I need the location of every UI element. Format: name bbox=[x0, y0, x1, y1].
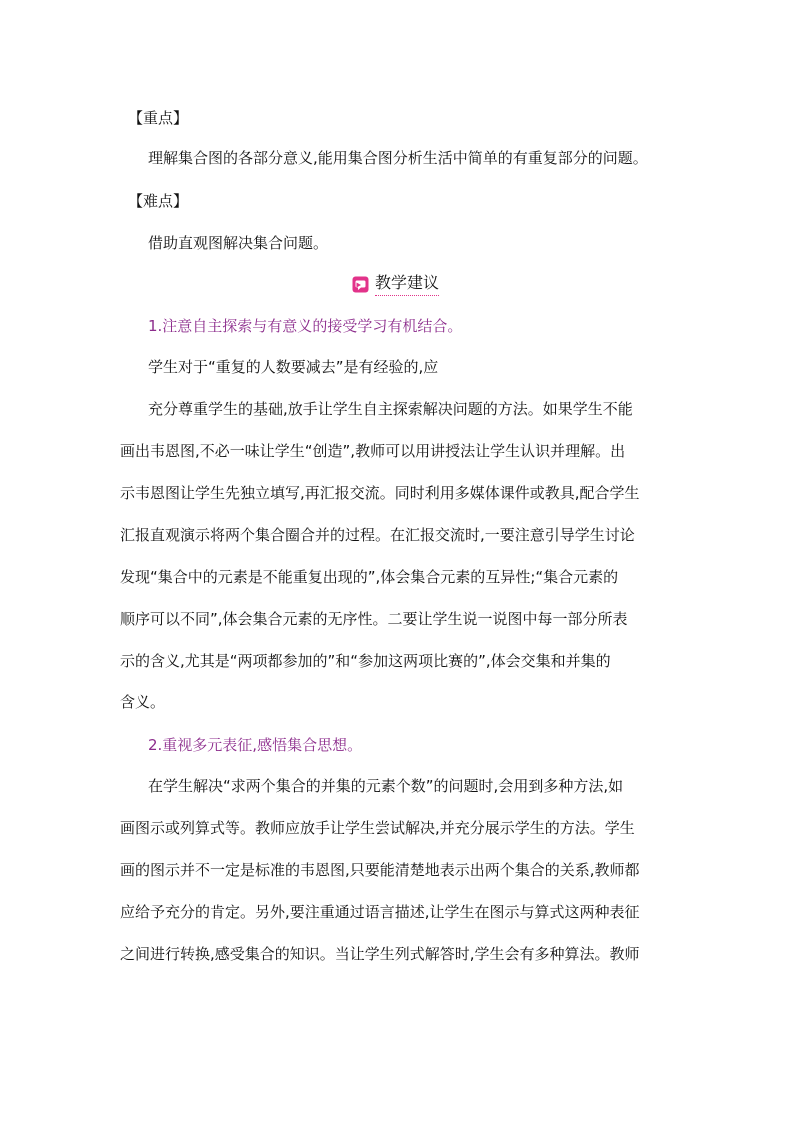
suggestion-1-line: 学生对于“重复的人数要减去”是有经验的,应 bbox=[148, 358, 439, 376]
suggestion-1-line: 充分尊重学生的基础,放手让学生自主探索解决问题的方法。如果学生不能 bbox=[148, 400, 633, 418]
suggestion-1-line: 发现“集合中的元素是不能重复出现的”,体会集合元素的互异性;“集合元素的 bbox=[120, 568, 619, 586]
suggestion-2-line: 之间进行转换,感受集合的知识。当让学生列式解答时,学生会有多种算法。教师 bbox=[120, 945, 640, 963]
suggestion-1-line: 示的含义,尤其是“两项都参加的”和“参加这两项比赛的”,体会交集和并集的 bbox=[120, 652, 611, 670]
suggestion-2-line: 画的图示并不一定是标准的韦恩图,只要能清楚地表示出两个集合的关系,教师都 bbox=[120, 861, 640, 879]
key-point-heading: 【重点】 bbox=[128, 109, 189, 127]
suggestion-1-line: 汇报直观演示将两个集合圈合并的过程。在汇报交流时,一要注意引导学生讨论 bbox=[120, 526, 635, 544]
difficult-point-text: 借助直观图解决集合问题。 bbox=[148, 234, 329, 252]
suggestion-1-title: 1.注意自主探索与有意义的接受学习有机结合。 bbox=[148, 317, 463, 335]
suggestion-2-line: 应给予充分的肯定。另外,要注重通过语言描述,让学生在图示与算式这两种表征 bbox=[120, 903, 640, 921]
section-title-label: 教学建议 bbox=[375, 272, 439, 296]
speech-bubble-icon bbox=[352, 276, 369, 293]
key-point-text: 理解集合图的各部分意义,能用集合图分析生活中简单的有重复部分的问题。 bbox=[148, 149, 648, 167]
suggestion-2-title: 2.重视多元表征,感悟集合思想。 bbox=[148, 736, 363, 754]
suggestion-1-line: 顺序可以不同”,体会集合元素的无序性。二要让学生说一说图中每一部分所表 bbox=[120, 610, 628, 628]
suggestion-1-line: 画出韦恩图,不必一味让学生“创造”,教师可以用讲授法让学生认识并理解。出 bbox=[120, 442, 626, 460]
suggestion-2-line: 画图示或列算式等。教师应放手让学生尝试解决,并充分展示学生的方法。学生 bbox=[120, 819, 635, 837]
suggestion-2-line: 在学生解决“求两个集合的并集的元素个数”的问题时,会用到多种方法,如 bbox=[148, 777, 624, 795]
suggestion-1-line: 含义。 bbox=[120, 693, 166, 711]
difficult-point-heading: 【难点】 bbox=[128, 192, 189, 210]
suggestion-1-line: 示韦恩图让学生先独立填写,再汇报交流。同时利用多媒体课件或教具,配合学生 bbox=[120, 484, 640, 502]
section-title bbox=[352, 272, 439, 296]
